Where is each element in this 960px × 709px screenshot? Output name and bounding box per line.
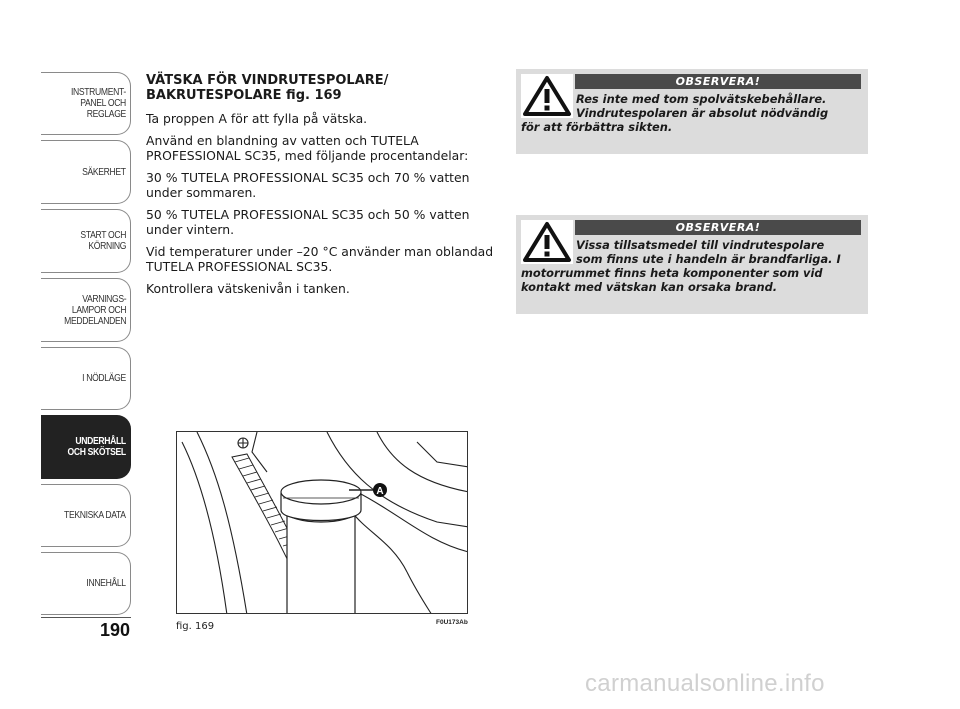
warning-box bbox=[516, 215, 868, 314]
paragraph: 50 % TUTELA PROFESSIONAL SC35 och 50 % vatten under vintern. bbox=[146, 207, 470, 237]
warning-line: kontakt med vätskan kan orsaka brand. bbox=[521, 280, 778, 294]
warning-text bbox=[521, 92, 862, 134]
warning-title: OBSERVERA! bbox=[575, 74, 861, 89]
figure-code: F0U173Ab bbox=[436, 619, 468, 626]
page-number: 190 bbox=[100, 620, 131, 640]
sidebar-tab-sakerhet[interactable] bbox=[41, 140, 131, 204]
sidebar-tab-innehall[interactable] bbox=[41, 552, 131, 615]
main-text bbox=[146, 73, 501, 303]
paragraph: Använd en blandning av vatten och TUTELA PROFESSIONAL SC35, med följande procentandelar: bbox=[146, 133, 469, 163]
sidebar-tab-underhall[interactable] bbox=[41, 415, 131, 479]
sidebar-tab-i-nodlage[interactable] bbox=[41, 347, 131, 410]
sidebar-tab-varningslampor[interactable] bbox=[41, 278, 131, 342]
sidebar-tab-label: UNDERHÅLL OCH SKÖTSEL bbox=[67, 436, 126, 458]
warning-line: som finns ute i handeln är brandfarliga. I bbox=[576, 252, 841, 266]
paragraph: 30 % TUTELA PROFESSIONAL SC35 och 70 % vatten under sommaren. bbox=[146, 170, 470, 200]
paragraph: Ta proppen A för att fylla på vätska. bbox=[146, 111, 368, 126]
sidebar-tab-tekniska-data[interactable] bbox=[41, 484, 131, 547]
warning-title: OBSERVERA! bbox=[575, 220, 861, 235]
warning-line: Vindrutespolaren är absolut nödvändig bbox=[576, 106, 829, 120]
warning-text bbox=[521, 238, 862, 294]
warning-line: Vissa tillsatsmedel till vindrutespolare bbox=[576, 238, 825, 252]
figure-169 bbox=[176, 431, 468, 614]
sidebar-tab-label: INNEHÅLL bbox=[86, 578, 126, 589]
sidebar-tab-label: INSTRUMENT- PANEL OCH REGLAGE bbox=[71, 87, 126, 120]
sidebar-tab-instrumentpanel[interactable] bbox=[41, 72, 131, 135]
figure-callout-a: A bbox=[376, 486, 384, 497]
warning-line: Res inte med tom spolvätskebehållare. bbox=[576, 92, 827, 106]
figure-caption: fig. 169 bbox=[176, 621, 215, 632]
sidebar-tab-label: I NÖDLÄGE bbox=[82, 373, 126, 384]
sidebar-divider bbox=[41, 617, 131, 618]
section-heading: VÄTSKA FÖR VINDRUTESPOLARE/ BAKRUTESPOLARE fig. 169 bbox=[146, 73, 389, 103]
paragraph: Vid temperaturer under –20 °C använder man oblandad TUTELA PROFESSIONAL SC35. bbox=[146, 244, 494, 274]
watermark: carmanualsonline.info bbox=[585, 670, 825, 697]
paragraph: Kontrollera vätskenivån i tanken. bbox=[146, 281, 350, 296]
warning-line: motorrummet finns heta komponenter som vid bbox=[521, 266, 823, 280]
sidebar-tab-label: TEKNISKA DATA bbox=[64, 510, 126, 521]
engine-bay-illustration bbox=[177, 432, 468, 614]
sidebar-tab-label: VARNINGS- LAMPOR OCH MEDDELANDEN bbox=[63, 293, 126, 327]
sidebar-tab-start-och-korning[interactable] bbox=[41, 209, 131, 273]
sidebar-tab-label: START OCH KÖRNING bbox=[80, 230, 126, 252]
sidebar-tab-label: SÄKERHET bbox=[82, 166, 126, 178]
warning-line: för att förbättra sikten. bbox=[521, 120, 673, 134]
warning-box bbox=[516, 69, 868, 154]
